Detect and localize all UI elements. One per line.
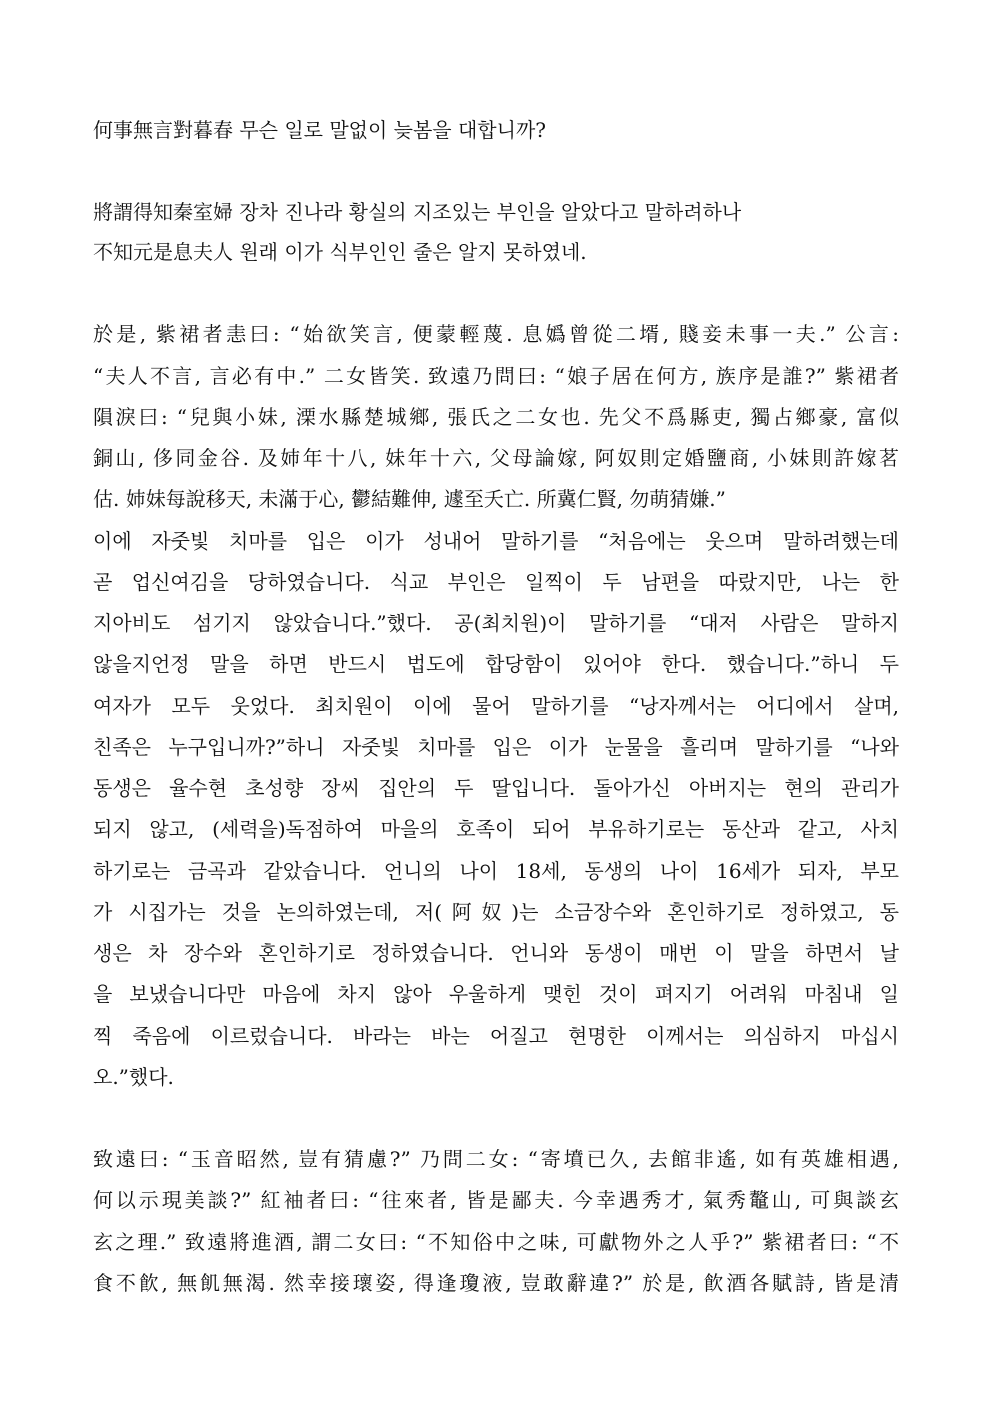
translation1-line: 여자가 모두 웃었다. 최치원이 이에 물어 말하기를 “낭자께서는 어디에서 살며, (93, 694, 899, 718)
translation1-line: 생은 차 장수와 혼인하기로 정하였습니다. 언니와 동생이 매번 이 말을 하면서 날 (93, 941, 899, 965)
translation1-line: 을 보냈습니다만 마음에 차지 않아 우울하게 맺힌 것이 펴지기 어려워 마침내 일 (93, 982, 899, 1006)
translation1-line: 않을지언정 말을 하면 반드시 법도에 합당함이 있어야 한다. 했습니다.”하니 두 (93, 652, 899, 676)
poem-line-2: 將謂得知秦室婦 장차 진나라 황실의 지조있는 부인을 알았다고 말하려하나 (93, 200, 742, 224)
poem-line-3: 不知元是息夫人 원래 이가 식부인인 줄은 알지 못하였네. (93, 240, 587, 264)
translation1-line: 친족은 누구입니까?”하니 자줏빛 치마를 입은 이가 눈물을 흘리며 말하기를 “나와 (93, 735, 899, 759)
hanmun1-line: 銅山, 侈同金谷. 及姉年十八, 妹年十六, 父母論嫁, 阿奴則定婚鹽商, 小妹則許嫁茗 (93, 446, 899, 470)
translation1-line: 가 시집가는 것을 논의하였는데, 저(阿奴)는 소금장수와 혼인하기로 정하였고, 동 (93, 900, 899, 924)
hanmun2-line: 致遠曰: “玉音昭然, 豈有猜慮?” 乃問二女: “寄墳已久, 去館非遙, 如有英雄相遇, (93, 1147, 899, 1171)
hanmun1-line: 於是, 紫裙者恚曰: “始欲笑言, 便蒙輕蔑. 息嬀曾從二壻, 賤妾未事一夫.” 公言: (93, 322, 899, 346)
hanmun2-line: 何以示現美談?” 紅袖者曰: “往來者, 皆是鄙夫. 今幸遇秀才, 氣秀鼇山, 可與談玄 (93, 1188, 899, 1212)
translation1-line: 되지 않고, (세력을)독점하여 마을의 호족이 되어 부유하기로는 동산과 같고, 사치 (93, 817, 899, 841)
translation1-line: 곧 업신여김을 당하였습니다. 식교 부인은 일찍이 두 남편을 따랐지만, 나는 한 (93, 570, 899, 594)
hanmun2-line: 食不飮, 無飢無渴. 然幸接瓌姿, 得逢瓊液, 豈敢辭違?” 於是, 飮酒各賦詩, 皆是清 (93, 1271, 899, 1295)
translation1-line: 이에 자줏빛 치마를 입은 이가 성내어 말하기를 “처음에는 웃으며 말하려했는데 (93, 529, 899, 553)
hanmun1-line: “夫人不言, 言必有中.” 二女皆笑. 致遠乃問曰: “娘子居在何方, 族序是誰?” 紫裙者 (93, 364, 899, 388)
hanmun1-line: 估. 姉妹每說移天, 未滿于心, 鬱結難伸, 遽至夭亡. 所冀仁賢, 勿萌猜嫌.” (93, 487, 726, 511)
hanmun1-line: 隕淚曰: “兒與小妹, 溧水縣楚城鄉, 張氏之二女也. 先父不爲縣吏, 獨占鄉豪, 富似 (93, 405, 899, 429)
translation1-line: 찍 죽음에 이르렀습니다. 바라는 바는 어질고 현명한 이께서는 의심하지 마십시 (93, 1024, 899, 1048)
translation1-line: 하기로는 금곡과 같았습니다. 언니의 나이 18세, 동생의 나이 16세가 되자, 부모 (93, 859, 899, 883)
poem-line-1: 何事無言對暮春 무슨 일로 말없이 늦봄을 대합니까? (93, 118, 546, 142)
translation1-line: 오.”했다. (93, 1065, 174, 1089)
translation1-line: 동생은 율수현 초성향 장씨 집안의 두 딸입니다. 돌아가신 아버지는 현의 관리가 (93, 776, 899, 800)
translation1-line: 지아비도 섬기지 않았습니다.”했다. 공(최치원)이 말하기를 “대저 사람은 말하지 (93, 611, 899, 635)
hanmun2-line: 玄之理.” 致遠將進酒, 謂二女曰: “不知俗中之味, 可獻物外之人乎?” 紫裙者曰: “不 (93, 1230, 899, 1254)
